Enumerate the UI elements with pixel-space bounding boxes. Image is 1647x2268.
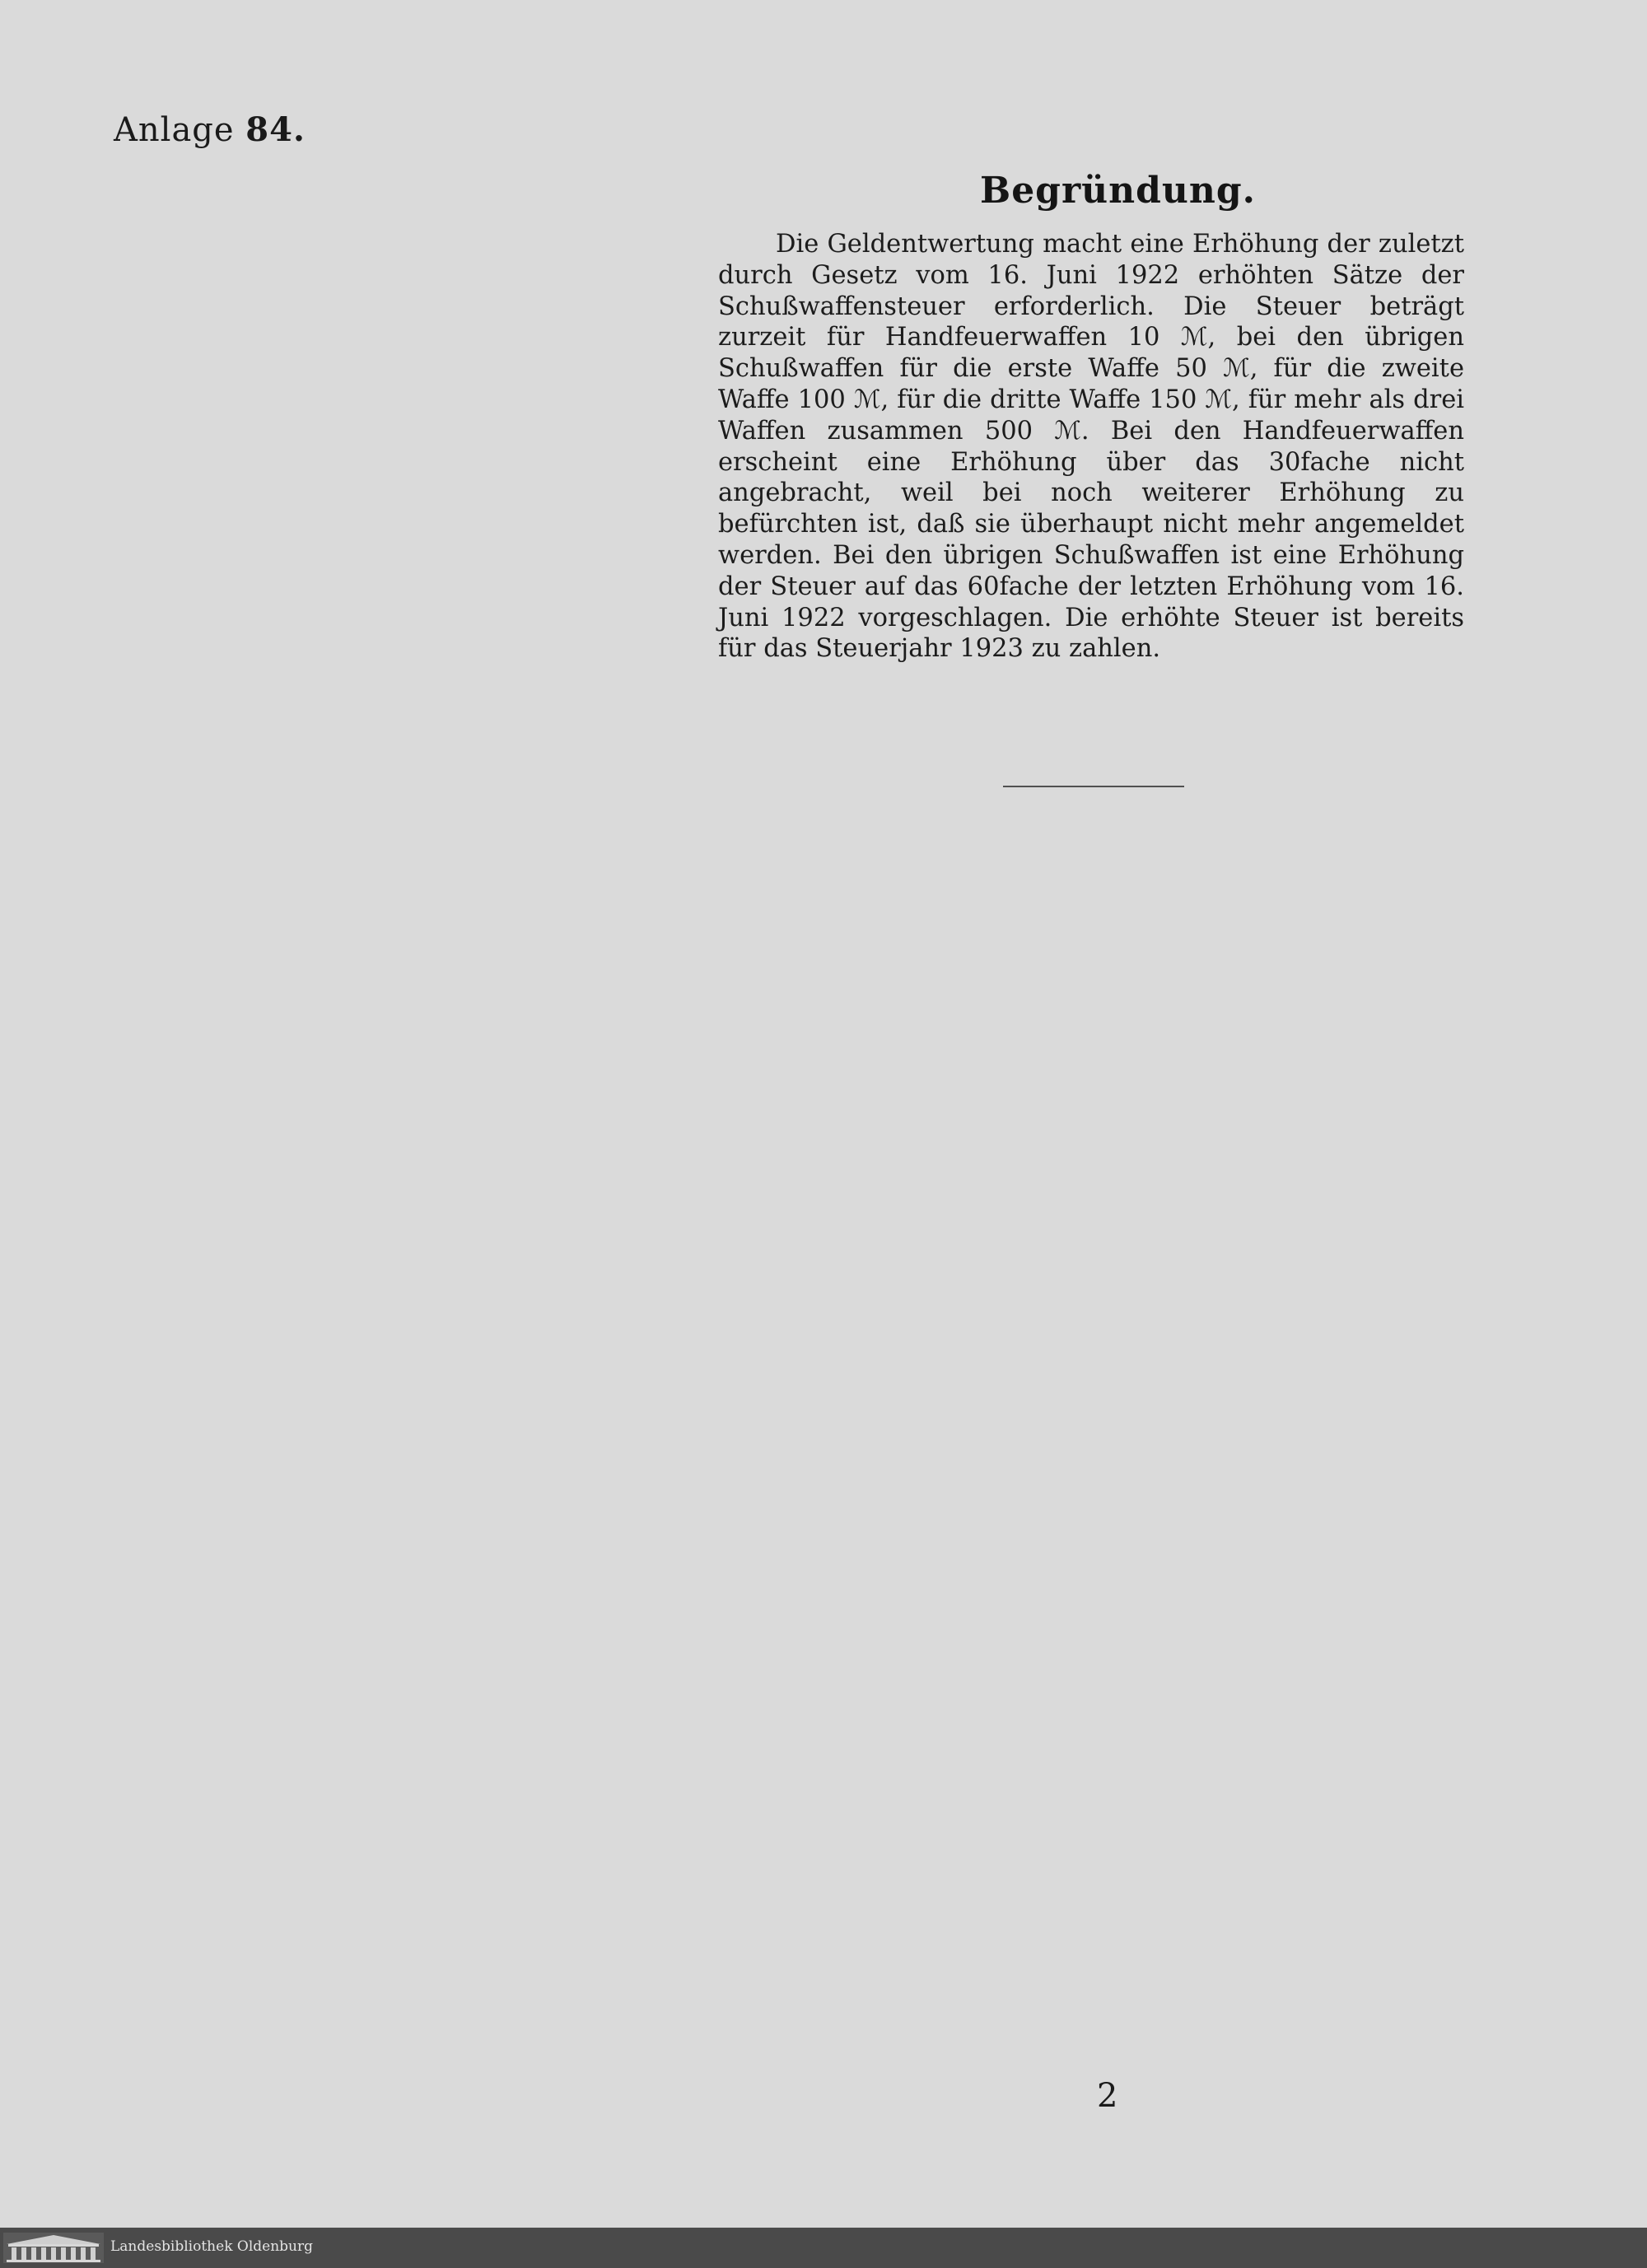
- section-heading: Begründung.: [980, 170, 1256, 212]
- annex-label: [114, 110, 306, 149]
- annex-label-text: Anlage: [114, 111, 235, 149]
- footer-bar: [0, 2228, 1647, 2268]
- separator-rule: [1003, 786, 1184, 787]
- justification-paragraph: Die Geldentwertung macht eine Erhöhung der zuletzt durch Gesetz vom 16. Juni 1922 erhöhten Sätze der Schußwaffensteuer erforderlich. Die Steuer beträgt zurzeit für Handfeuerwaffen 10 ℳ, bei den übrigen Schußwaffen für die erste Waffe 50 ℳ, für die zweite Waffe 100 ℳ, für die dritte Waffe 150 ℳ, für mehr als drei Waffen zusammen 500 ℳ. Bei den Handfeuerwaffen erscheint eine Erhöhung über das 30fache nicht angebracht, weil bei noch weiterer Erhöhung zu befürchten ist, daß sie überhaupt nicht mehr angemeldet werden. Bei den übrigen Schußwaffen ist eine Erhöhung der Steuer auf das 60fache der letzten Erhöhung vom 16. Juni 1922 vorgeschlagen. Die erhöhte Steuer ist bereits für das Steuerjahr 1923 zu zahlen.: [718, 230, 1464, 664]
- page-number: 2: [1097, 2077, 1118, 2115]
- annex-number: 84.: [245, 110, 306, 149]
- library-building-icon: [3, 2233, 104, 2263]
- library-name: Landesbibliothek Oldenburg: [110, 2238, 314, 2255]
